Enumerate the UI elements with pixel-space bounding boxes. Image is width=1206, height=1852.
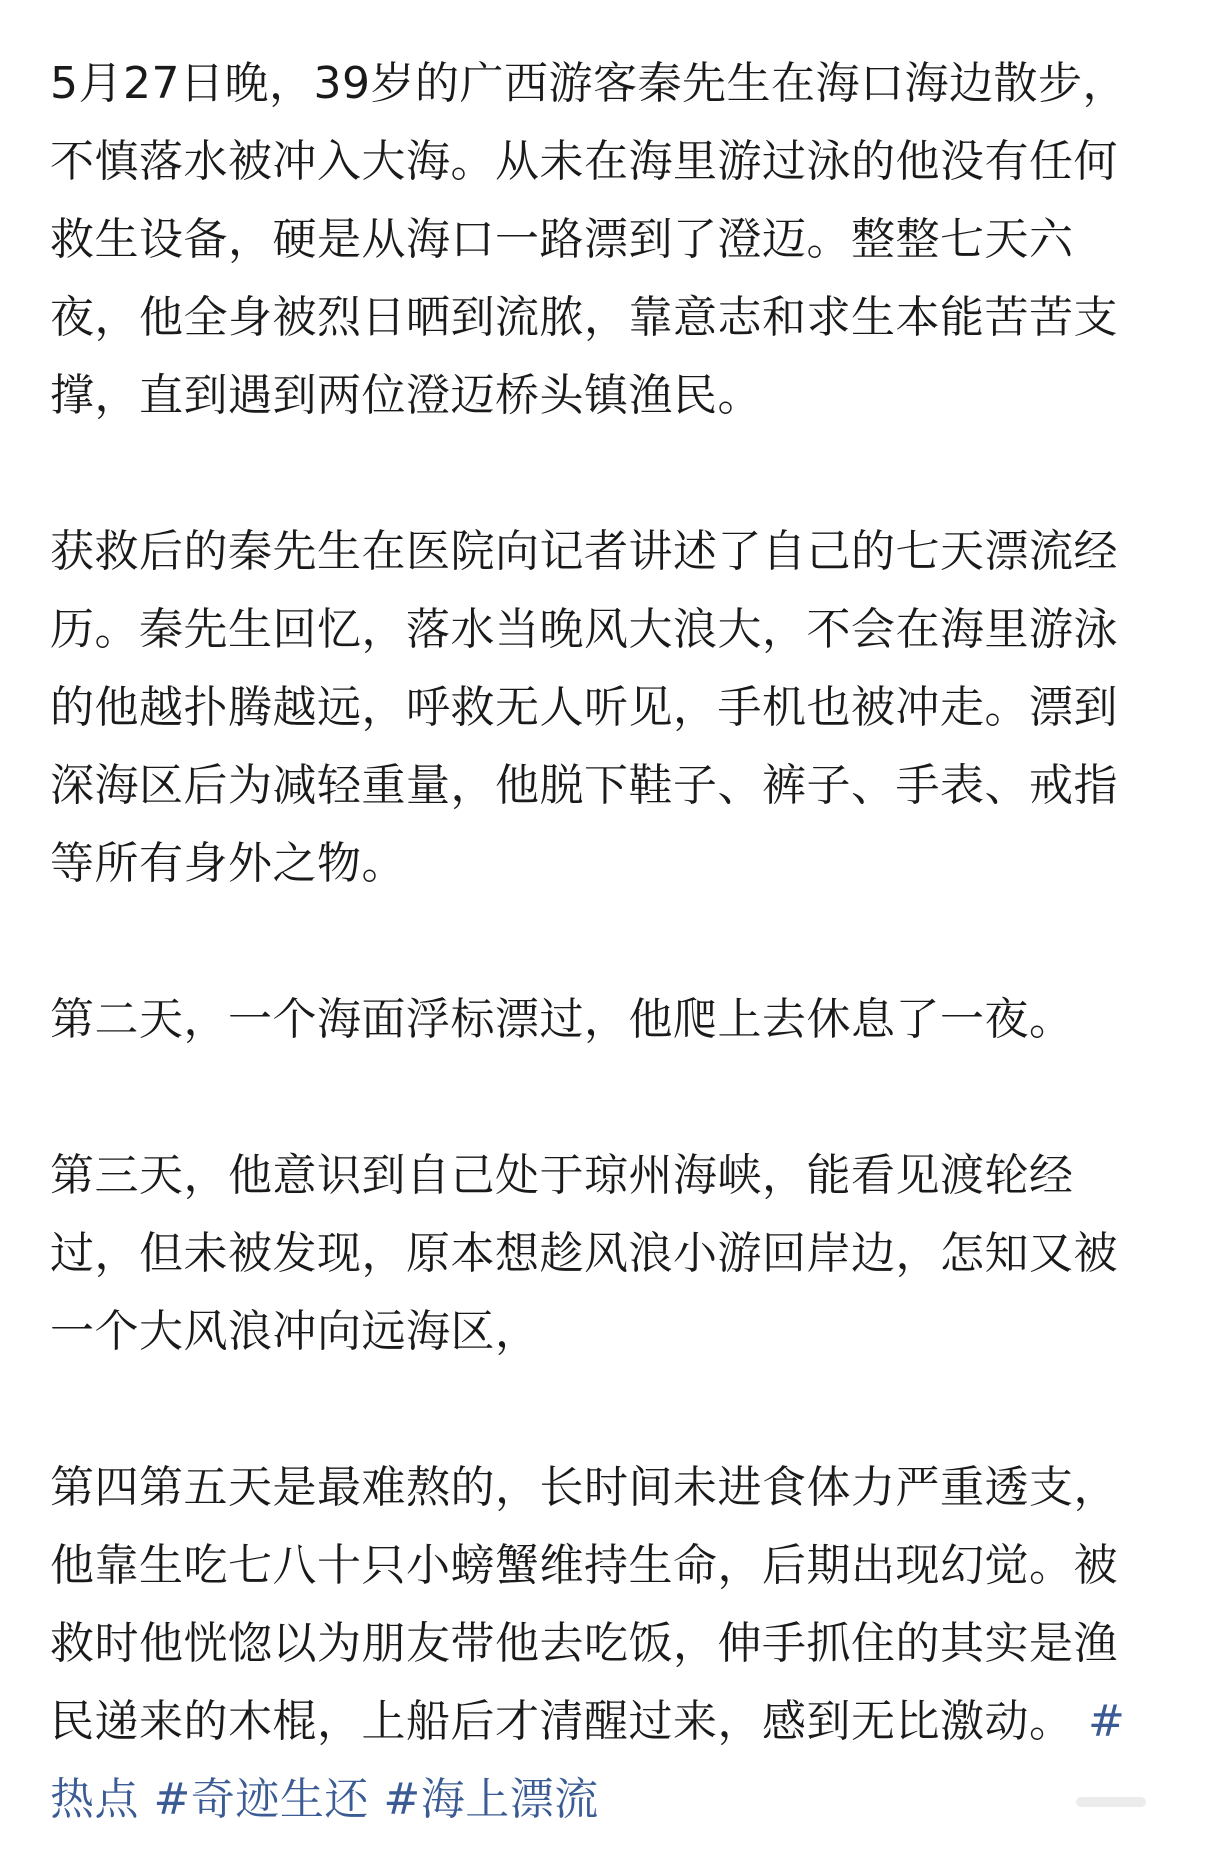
watermark bbox=[1076, 1782, 1146, 1822]
hashtag-link[interactable]: #奇迹生还 bbox=[153, 1774, 369, 1825]
paragraph: 获救后的秦先生在医院向记者讲述了自己的七天漂流经历。秦先生回忆，落水当晚风大浪大，不会在海里游泳的他越扑腾越远，呼救无人听见，手机也被冲走。漂到深海区后为减轻重量，他脱下鞋子、裤子、手表、戒指等所有身外之物。 bbox=[50, 526, 1118, 889]
hashtag-link[interactable]: #热点 bbox=[50, 1696, 1126, 1825]
watermark-logo-icon bbox=[1076, 1797, 1146, 1807]
paragraph-text: 第四第五天是最难熬的，长时间未进食体力严重透支，他靠生吃七八十只小螃蟹维持生命，后期出现幻觉。被救时他恍惚以为朋友带他去吃饭，伸手抓住的其实是渔民递来的木棍，上船后才清醒过来，感到无比激动。 bbox=[50, 1462, 1118, 1747]
paragraph: 第三天，他意识到自己处于琼州海峡，能看见渡轮经过，但未被发现，原本想趁风浪小游回岸边，怎知又被一个大风浪冲向远海区， bbox=[50, 1150, 1118, 1357]
paragraph: 5月27日晚，39岁的广西游客秦先生在海口海边散步，不慎落水被冲入大海。从未在海里游过泳的他没有任何救生设备，硬是从海口一路漂到了澄迈。整整七天六夜，他全身被烈日晒到流脓，靠意志和求生本能苦苦支撑，直到遇到两位澄迈桥头镇渔民。 bbox=[50, 58, 1127, 421]
paragraph-with-hashtags bbox=[50, 1449, 1160, 1839]
hashtag-link[interactable]: #海上漂流 bbox=[383, 1774, 599, 1825]
paragraph: 第二天，一个海面浮标漂过，他爬上去休息了一夜。 bbox=[50, 994, 1074, 1045]
post-body bbox=[50, 45, 1160, 1839]
